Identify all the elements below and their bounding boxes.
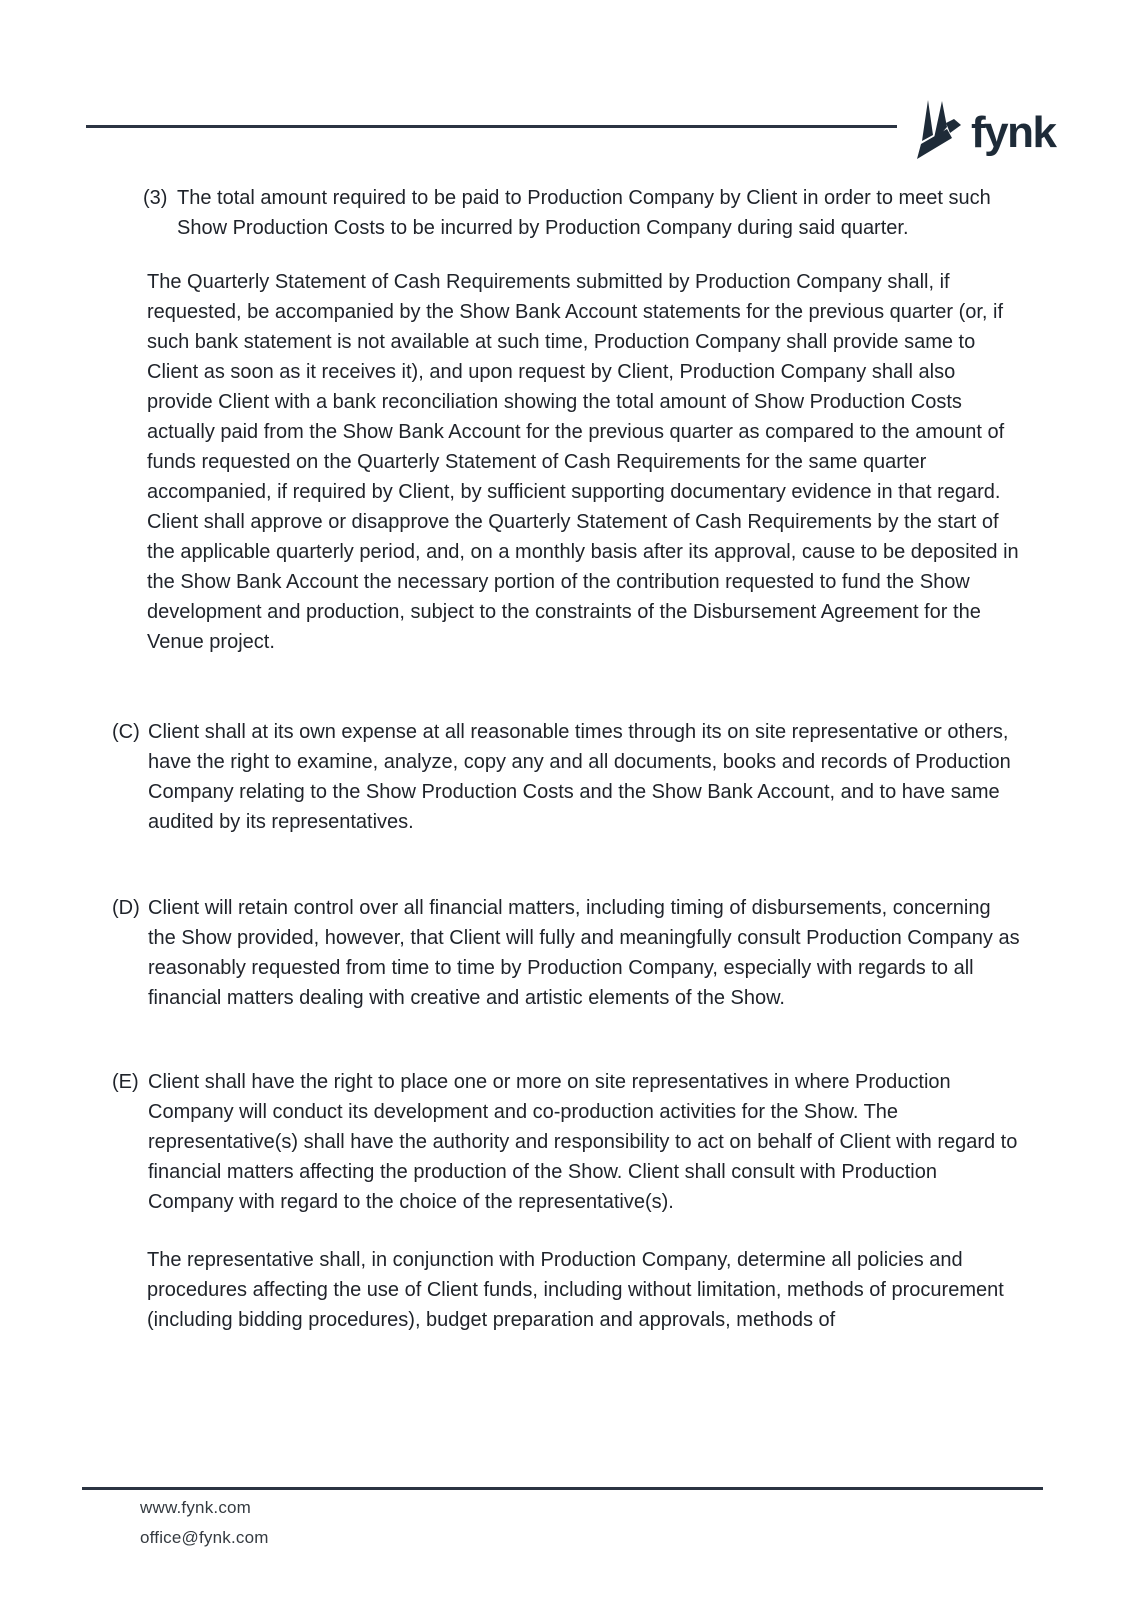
clause-3-label: (3): [143, 187, 168, 209]
clause-d-label: (D): [112, 897, 140, 919]
clause-3-continuation: [147, 267, 1020, 657]
clause-c-text: Client shall at its own expense at all reasonable times through its on site representative or others, have the right to examine, analyze, copy any and all documents, books and records of Production Company relating to the Show Production Costs and the Show Bank Account, and to have same audited by its representatives.: [148, 721, 1011, 833]
clause-e-continuation: [147, 1245, 1020, 1335]
clause-3: [143, 183, 1020, 243]
clause-3-text: The total amount required to be paid to Production Company by Client in order to meet such Show Production Costs to be incurred by Production Company during said quarter.: [177, 187, 991, 239]
logo-wordmark: fynk: [971, 108, 1056, 157]
clause-e-label: (E): [112, 1071, 139, 1093]
footer-rule: [82, 1487, 1043, 1490]
clause-3-continuation-text: The Quarterly Statement of Cash Requirements submitted by Production Company shall, if requested, be accompanied by the Show Bank Account statements for the previous quarter (or, if such bank statement is not available at such time, Production Company shall provide same to Client as soon as it receives it), and upon request by Client, Production Company shall also provide Client with a bank reconciliation showing the total amount of Show Production Costs actually paid from the Show Bank Account for the previous quarter as compared to the amount of funds requested on the Quarterly Statement of Cash Requirements for the same quarter accompanied, if required by Client, by sufficient supporting documentary evidence in that regard. Client shall approve or disapprove the Quarterly Statement of Cash Requirements by the start of the applicable quarterly period, and, on a monthly basis after its approval, cause to be deposited in the Show Bank Account the necessary portion of the contribution requested to fund the Show development and production, subject to the constraints of the Disbursement Agreement for the Venue project.: [147, 271, 1019, 653]
footer-website: www.fynk.com: [140, 1498, 252, 1517]
clause-e: [112, 1067, 1020, 1217]
clause-e-continuation-text: The representative shall, in conjunction with Production Company, determine all policies and procedures affecting the use of Client funds, including without limitation, methods of procurement (including bidding procedures), budget preparation and approvals, methods of: [147, 1249, 1004, 1331]
clause-d: [112, 893, 1020, 1013]
footer-email: office@fynk.com: [140, 1528, 269, 1547]
clause-e-text: Client shall have the right to place one or more on site representatives in where Production Company will conduct its development and co-production activities for the Show. The representative(s) shall have the authority and responsibility to act on behalf of Client with regard to financial matters affecting the production of the Show. Client shall consult with Production Company with regard to the choice of the representative(s).: [148, 1071, 1018, 1213]
fynk-logo: [914, 97, 1055, 161]
origami-bird-icon: [914, 97, 962, 161]
clause-c: [112, 717, 1020, 837]
contract-body: [0, 183, 1131, 1335]
clause-d-text: Client will retain control over all financial matters, including timing of disbursements, concerning the Show provided, however, that Client will fully and meaningfully consult Production Company as reasonably requested from time to time by Production Company, especially with regards to all financial matters dealing with creative and artistic elements of the Show.: [148, 897, 1020, 1009]
header-rule: [86, 125, 897, 128]
clause-c-label: (C): [112, 721, 140, 743]
